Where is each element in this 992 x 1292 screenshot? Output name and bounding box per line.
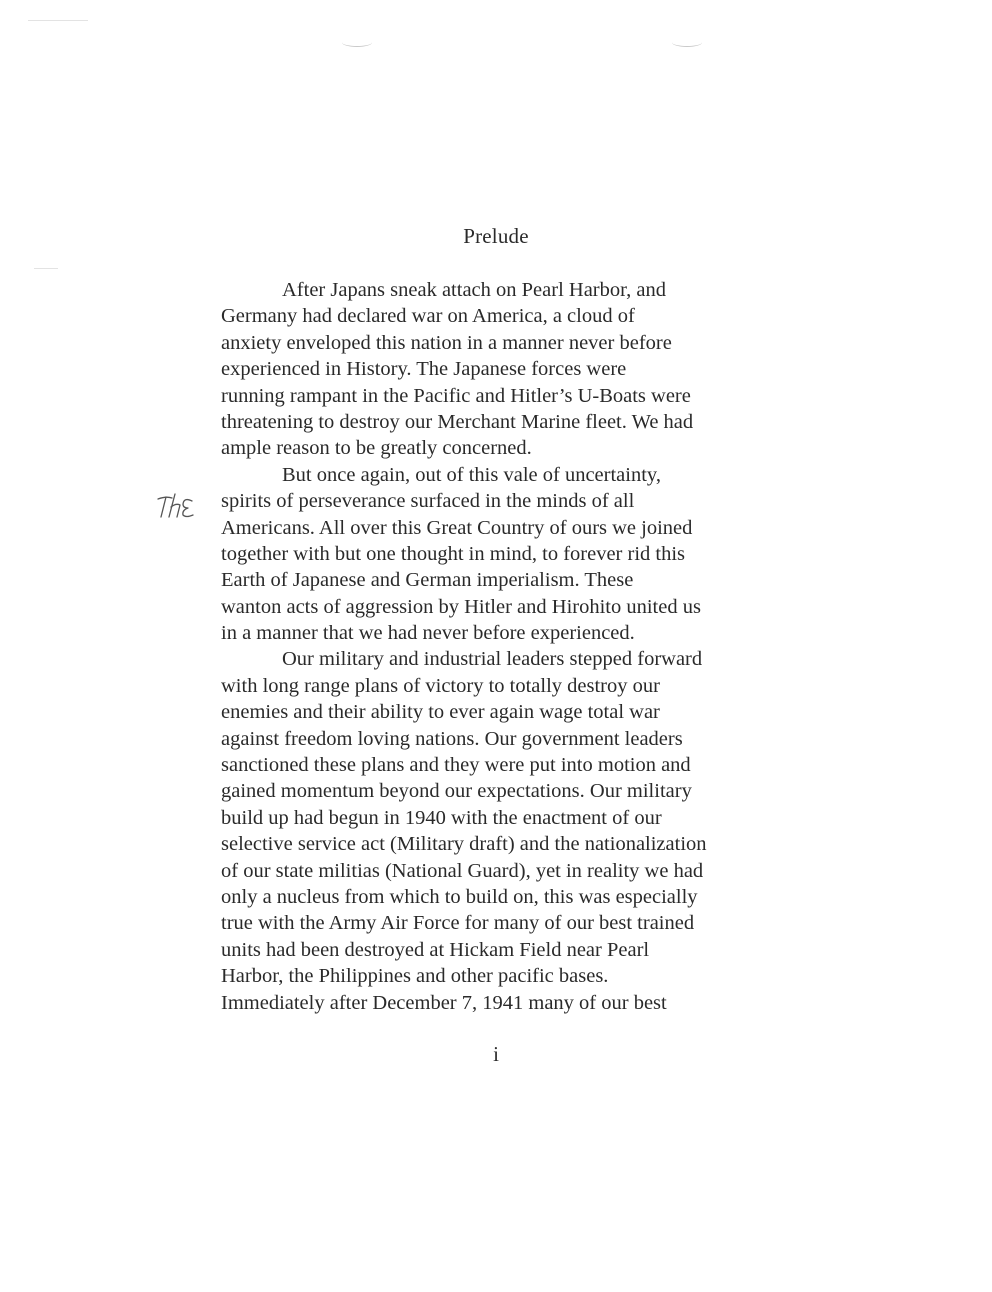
body-text	[221, 277, 781, 1016]
text-line: of our state militias (National Guard), yet in reality we had	[221, 859, 704, 882]
text-line: Our military and industrial leaders stepped forward	[282, 648, 703, 671]
text-line: true with the Army Air Force for many of our best trained	[221, 912, 695, 935]
text-line: Germany had declared war on America, a cloud of	[221, 305, 635, 328]
text-line: threatening to destroy our Merchant Marine fleet. We had	[221, 410, 694, 433]
text-line: build up had begun in 1940 with the enactment of our	[221, 806, 662, 829]
text-line: sanctioned these plans and they were put into motion and	[221, 754, 691, 777]
text-line: Americans. All over this Great Country of ours we joined	[221, 516, 693, 539]
page-title: Prelude	[463, 224, 529, 248]
text-line: experienced in History. The Japanese forces were	[221, 358, 627, 381]
punch-hole-shadow-left	[342, 38, 372, 47]
page-number: i	[493, 1042, 499, 1066]
text-line: only a nucleus from which to build on, this was especially	[221, 885, 698, 908]
text-line: enemies and their ability to ever again wage total war	[221, 701, 660, 724]
text-line: selective service act (Military draft) and the nationalization	[221, 833, 707, 856]
scan-smudge-top	[28, 20, 88, 21]
text-line: units had been destroyed at Hickam Field near Pearl	[221, 938, 650, 961]
text-line: wanton acts of aggression by Hitler and Hirohito united us	[221, 595, 701, 618]
text-line: But once again, out of this vale of uncertainty,	[282, 463, 661, 486]
text-line: against freedom loving nations. Our government leaders	[221, 727, 683, 750]
handwritten-margin-note	[154, 490, 214, 529]
punch-hole-shadow-right	[672, 38, 702, 47]
text-line: together with but one thought in mind, to forever rid this	[221, 542, 686, 565]
text-line: ample reason to be greatly concerned.	[221, 437, 532, 460]
text-line: spirits of perseverance surfaced in the minds of all	[221, 490, 635, 513]
text-line: Harbor, the Philippines and other pacific bases.	[221, 965, 609, 988]
scan-smudge-left	[34, 268, 58, 269]
text-line: gained momentum beyond our expectations. Our military	[221, 780, 692, 803]
text-line: anxiety enveloped this nation in a manner never before	[221, 331, 672, 354]
text-line: with long range plans of victory to totally destroy our	[221, 674, 660, 697]
text-line: running rampant in the Pacific and Hitler’s U-Boats were	[221, 384, 691, 407]
text-line: Earth of Japanese and German imperialism. These	[221, 569, 634, 592]
text-line: After Japans sneak attach on Pearl Harbor, and	[282, 279, 666, 301]
text-line: in a manner that we had never before experienced.	[221, 622, 635, 645]
text-line: Immediately after December 7, 1941 many of our best	[221, 991, 667, 1014]
